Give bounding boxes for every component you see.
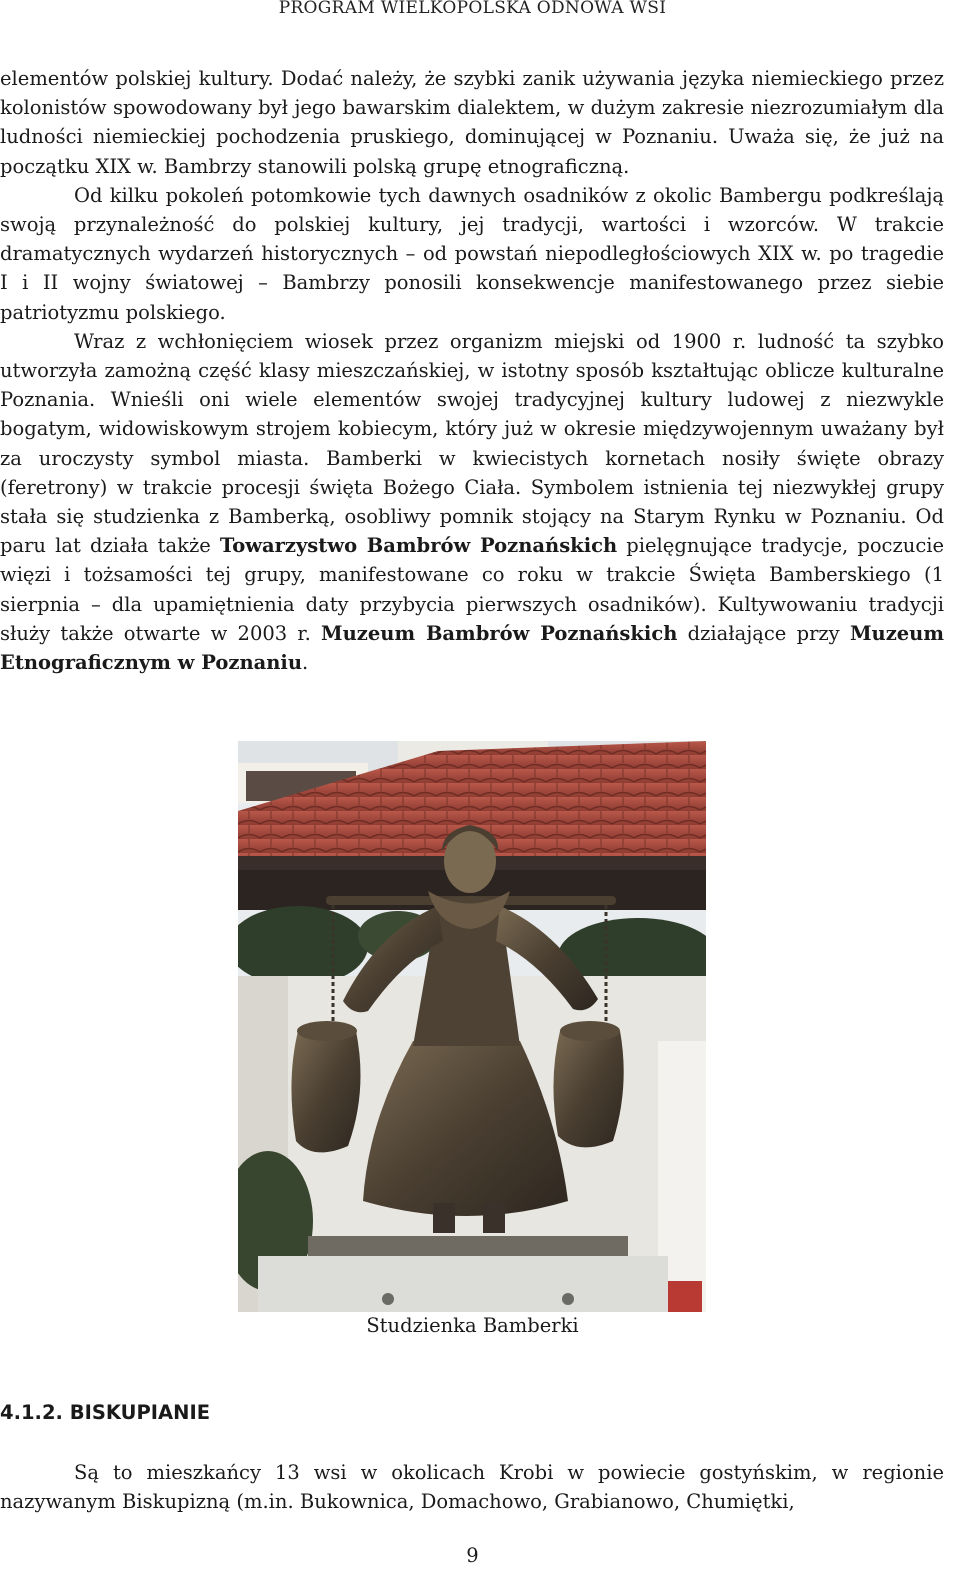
section-heading: 4.1.2. BISKUPIANIE — [0, 1401, 211, 1424]
paragraph-3-text-d: działające przy — [677, 621, 850, 645]
paragraph-3-text-e: . — [302, 651, 309, 675]
paragraph-1: elementów polskiej kultury. Dodać należy, że szybki zanik używania języka niemieckiego przez kolonistów spowodowany był jego bawarskim dialektem, w dużym zakresie niezrozumiałym dla ludności niemieckiej pochodzenia pruskiego, dominującej w Poznaniu. Uważa się, że już na początku XIX w. Bambrzy stanowili polską grupę etnograficzną. — [0, 67, 944, 178]
paragraph-3 — [0, 327, 944, 677]
body-text — [0, 64, 944, 677]
statue-photo — [238, 741, 706, 1312]
paragraph-2: Od kilku pokoleń potomkowie tych dawnych osadników z okolic Bambergu podkreślają swoją przynależność do polskiej kultury, jej tradycji, wartości i wzorców. W trakcie dramatycznych wydarzeń historycznych – od powstań niepodległościowych XIX w. po tragedie I i II wojny światowej – Bambrzy ponosili konsekwencje manifestowanego przez siebie patriotyzmu polskiego. — [0, 183, 944, 324]
page-number: 9 — [466, 1544, 479, 1567]
statue-photo-illustration — [238, 741, 706, 1312]
section-paragraph: Są to mieszkańcy 13 wsi w okolicach Krobi w powiecie gostyńskim, w regionie nazywanym Biskupizną (m.in. Bukownica, Domachowo, Grabianowo, Chumiętki, — [0, 1461, 944, 1514]
bold-muzeum-etnograficzne: Muzeum Etnograficznym w Poznaniu — [0, 621, 944, 675]
bold-muzeum-bambrow: Muzeum Bambrów Poznańskich — [321, 621, 678, 645]
paragraph-3-text-c: pielęgnujące tradycje, poczucie więzi i tożsamości tej grupy, manifestowane co roku w trakcie Święta Bamberskiego (1 sierpnia – dla upamiętnienia daty przybycia pierwszych osadników). Kultywowaniu tradycji służy także otwarte w 2003 r. — [0, 534, 945, 645]
paragraph-3-text-a: Wraz z wchłonięciem wiosek przez organizm miejski od 1900 r. ludność ta szybko utworzyła zamożną część klasy mieszczańskiej, w istotny sposób kształtując oblicze kulturalne Poznania. Wnieśli oni wiele elementów swojej tradycyjnej kultury ludowej z niezwykle bogatym, widowiskowym strojem kobiecym, który już w okresie międzywojennym uważany był za uroczysty symbol miasta. Bamberki w kwiecistych kornetach nosiły święte obrazy (feretrony) w trakcie procesji święta Bożego Ciała. Symbolem istnienia tej niezwykłej grupy stała się studzienka z Bamberką, osobliwy pomnik stojący na Starym Rynku w Poznaniu. Od paru lat działa także — [0, 329, 944, 558]
running-header: PROGRAM WIELKOPOLSKA ODNOWA WSI — [278, 0, 667, 18]
figure-caption: Studzienka Bamberki — [366, 1314, 579, 1337]
bold-towarzystwo: Towarzystwo Bambrów Poznańskich — [219, 534, 618, 558]
